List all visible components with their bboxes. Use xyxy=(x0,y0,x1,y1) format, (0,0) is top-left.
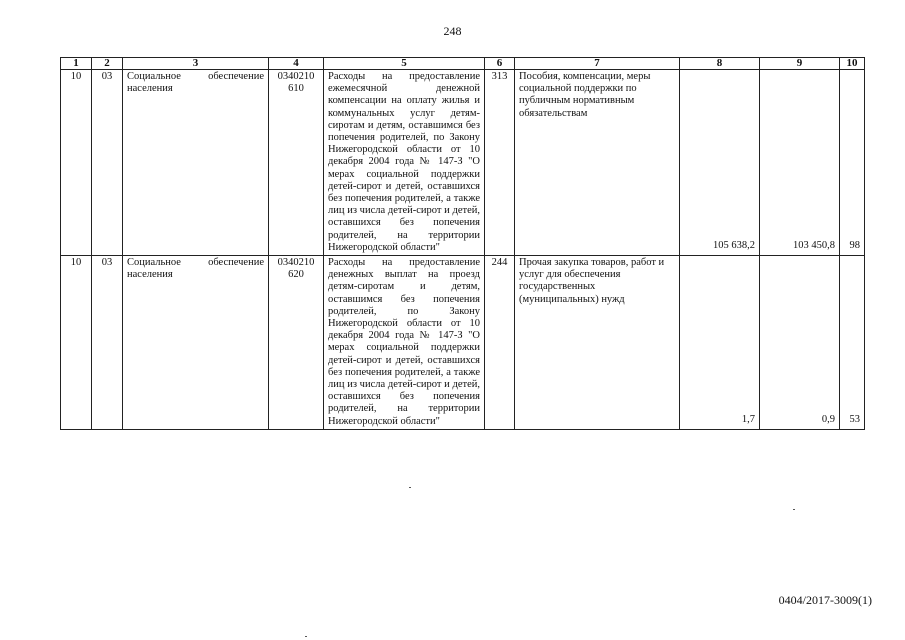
column-header-7: 7 xyxy=(515,58,680,70)
column-header-4: 4 xyxy=(269,58,324,70)
section-name: Социальное обеспечение населения xyxy=(123,70,269,256)
execution-percent: 98 xyxy=(840,70,865,256)
column-header-1: 1 xyxy=(61,58,92,70)
amount-planned: 1,7 xyxy=(680,256,760,430)
table-row xyxy=(61,256,865,430)
target-article-cell xyxy=(269,256,324,430)
table-row xyxy=(61,70,865,256)
amount-executed: 0,9 xyxy=(760,256,840,430)
scan-speck xyxy=(793,509,795,510)
section-code: 10 xyxy=(61,256,92,430)
scan-speck xyxy=(409,487,411,488)
page-number: 248 xyxy=(443,24,462,38)
section-name: Социальное обеспечение населения xyxy=(123,256,269,430)
execution-percent: 53 xyxy=(840,256,865,430)
column-header-8: 8 xyxy=(680,58,760,70)
column-header-6: 6 xyxy=(485,58,515,70)
expense-description: Расходы на предоставление денежных выплат на проезд детям-сиротам и детям, оставшимся без попечения родителей, по Закону Нижегородской области от 10 декабря 2004 года № 147-З "О мерах социальной поддержки детей-сирот и детей, оставшихся без попечения родителей, а также лиц из числа детей-сирот и детей, оставшихся без попечения родителей, на территории Нижегородской области" xyxy=(324,256,485,430)
expense-type-code: 244 xyxy=(485,256,515,430)
section-code: 10 xyxy=(61,70,92,256)
budget-table xyxy=(60,57,865,430)
column-header-2: 2 xyxy=(92,58,123,70)
target-article-cell xyxy=(269,70,324,256)
expense-type-code: 313 xyxy=(485,70,515,256)
subsection-code: 03 xyxy=(92,70,123,256)
amount-planned: 105 638,2 xyxy=(680,70,760,256)
column-header-3: 3 xyxy=(123,58,269,70)
document-code: 0404/2017-3009(1) xyxy=(778,593,872,607)
target-article-code: 0340210 xyxy=(277,257,315,269)
target-article-suffix: 620 xyxy=(288,269,304,281)
amount-executed: 103 450,8 xyxy=(760,70,840,256)
column-header-9: 9 xyxy=(760,58,840,70)
target-article-suffix: 610 xyxy=(288,83,304,95)
expense-type-name: Пособия, компенсации, меры социальной поддержки по публичным нормативным обязательствам xyxy=(515,70,680,256)
column-header-5: 5 xyxy=(324,58,485,70)
subsection-code: 03 xyxy=(92,256,123,430)
expense-type-name: Прочая закупка товаров, работ и услуг для обеспечения государственных (муниципальных) нужд xyxy=(515,256,680,430)
header-row xyxy=(61,58,865,70)
target-article-code: 0340210 xyxy=(277,71,315,82)
column-header-10: 10 xyxy=(840,58,865,70)
scan-speck xyxy=(305,636,307,637)
expense-description: Расходы на предоставление ежемесячной денежной компенсации на оплату жилья и коммунальных услуг детям-сиротам и детям, оставшимся без попечения родителей, по Закону Нижегородской области от 10 декабря 2004 года № 147-З "О мерах социальной поддержки детей-сирот и детей, оставшихся без попечения родителей, а также лиц из числа детей-сирот и детей, оставшихся без попечения родителей, на территории Нижегородской области" xyxy=(324,70,485,256)
